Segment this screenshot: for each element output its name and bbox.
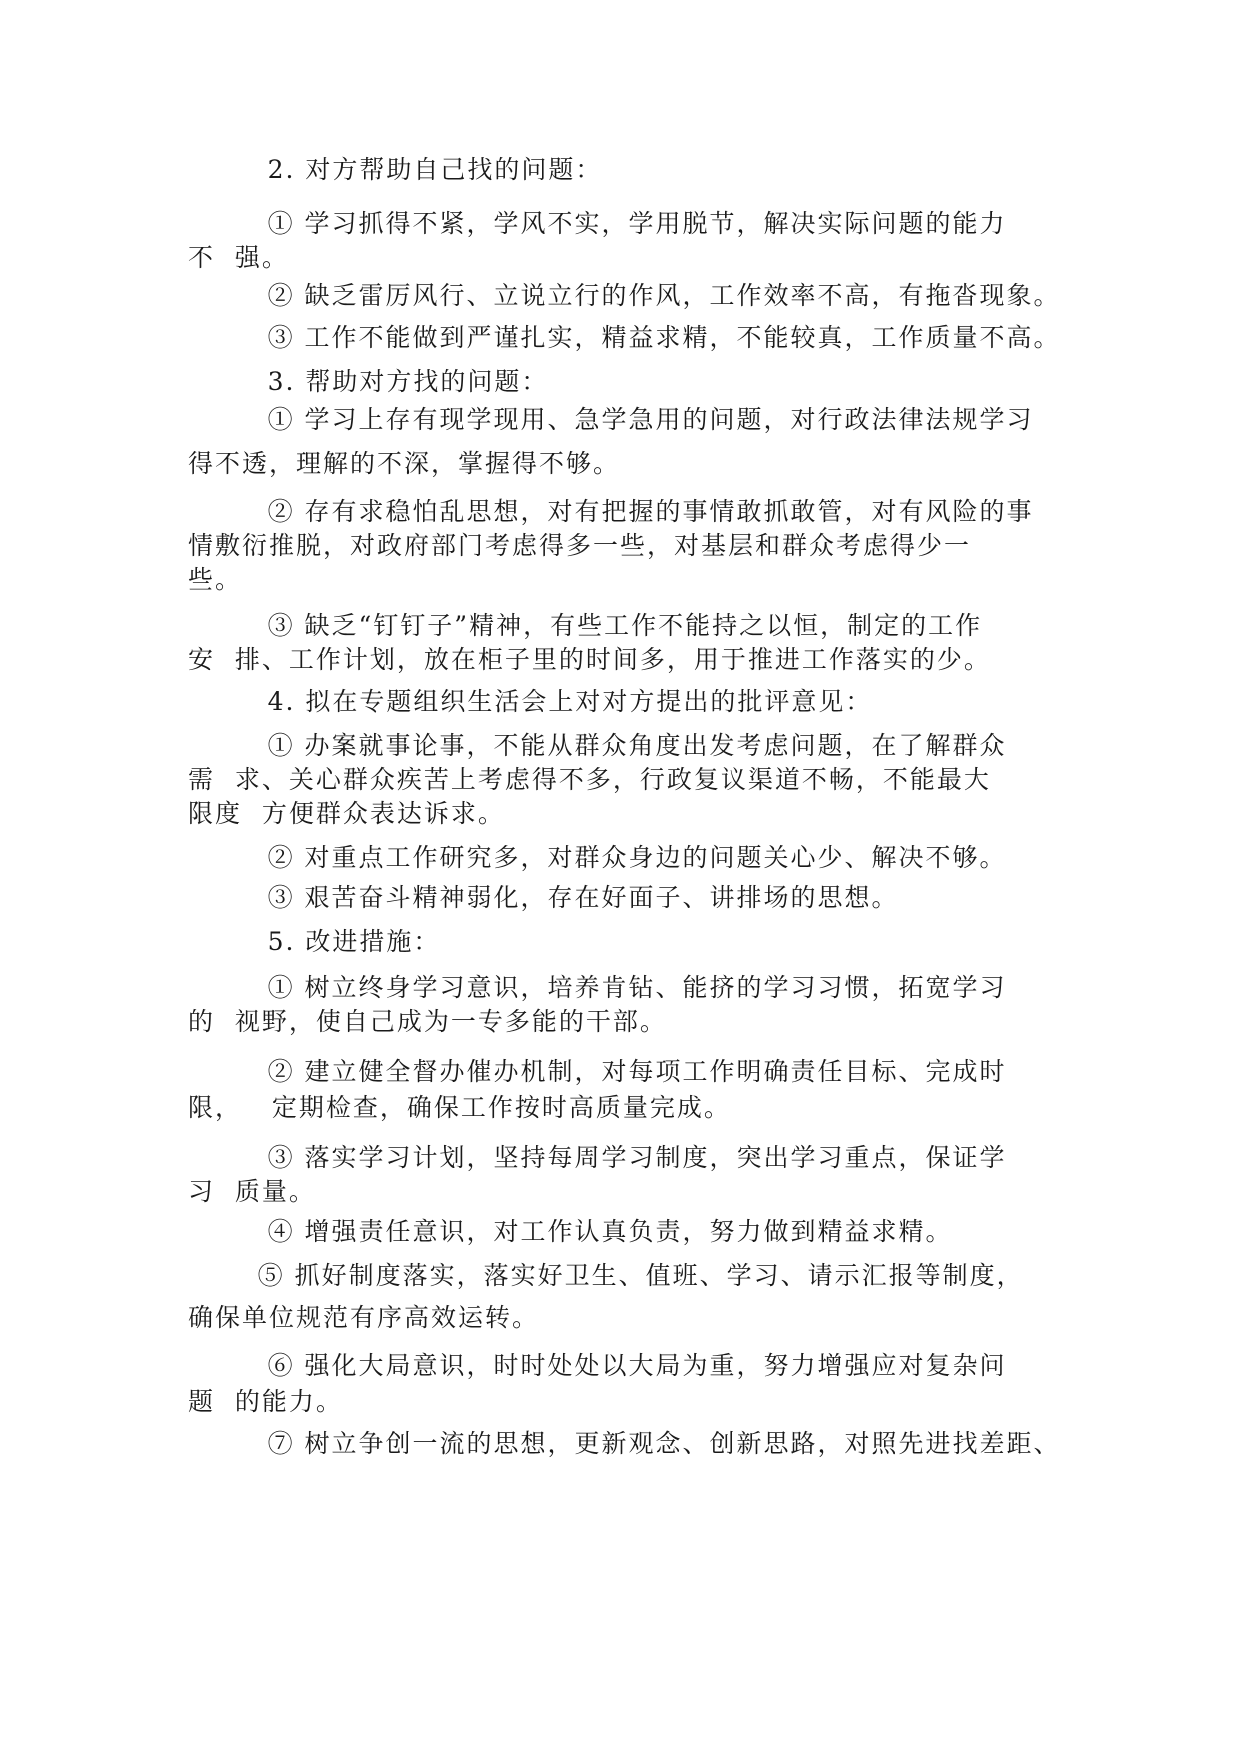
- text-line: ② 缺乏雷厉风行、立说立行的作风，工作效率不高，有拖沓现象。: [188, 281, 1061, 310]
- text-line: 3. 帮助对方找的问题：: [188, 367, 549, 396]
- text-line: ① 树立终身学习意识，培养肯钻、能挤的学习习惯，拓宽学习: [188, 973, 1007, 1002]
- text-line: ③ 缺乏“钉钉子”精神，有些工作不能持之以恒，制定的工作: [188, 611, 983, 640]
- text-line: 些。: [188, 565, 243, 594]
- text-line: 限度 方便群众表达诉求。: [188, 799, 505, 828]
- text-line: 习 质量。: [188, 1177, 316, 1206]
- text-line: ② 存有求稳怕乱思想，对有把握的事情敢抓敢管，对有风险的事: [188, 497, 1034, 526]
- text-line: 不 强。: [188, 243, 289, 272]
- text-line: 确保单位规范有序高效运转。: [188, 1303, 540, 1332]
- text-line: 2. 对方帮助自己找的问题：: [188, 155, 603, 184]
- text-line: 的 视野，使自己成为一专多能的干部。: [188, 1007, 667, 1036]
- text-line: 4. 拟在专题组织生活会上对对方提出的批评意见：: [188, 687, 873, 716]
- text-line: ② 建立健全督办催办机制，对每项工作明确责任目标、完成时: [188, 1057, 1007, 1086]
- text-line: 限， 定期检查，确保工作按时高质量完成。: [188, 1093, 731, 1122]
- text-line: ① 学习上存有现学现用、急学急用的问题，对行政法律法规学习: [188, 405, 1034, 434]
- text-line: ⑤ 抓好制度落实，落实好卫生、值班、学习、请示汇报等制度，: [188, 1261, 1024, 1290]
- text-line: ③ 落实学习计划，坚持每周学习制度，突出学习重点，保证学: [188, 1143, 1007, 1172]
- text-line: ② 对重点工作研究多，对群众身边的问题关心少、解决不够。: [188, 843, 1007, 872]
- text-line: ③ 工作不能做到严谨扎实，精益求精，不能较真，工作质量不高。: [188, 323, 1061, 352]
- text-line: 情敷衍推脱，对政府部门考虑得多一些，对基层和群众考虑得少一: [188, 531, 972, 560]
- text-line: 安 排、工作计划，放在柜子里的时间多，用于推进工作落实的少。: [188, 645, 991, 674]
- text-line: ⑥ 强化大局意识，时时处处以大局为重，努力增强应对复杂问: [188, 1351, 1007, 1380]
- text-line: 5. 改进措施：: [188, 927, 441, 956]
- text-line: 需 求、关心群众疾苦上考虑得不多，行政复议渠道不畅，不能最大: [188, 765, 991, 794]
- text-line: ⑦ 树立争创一流的思想，更新观念、创新思路，对照先进找差距、: [188, 1429, 1061, 1458]
- text-line: ① 学习抓得不紧，学风不实，学用脱节，解决实际问题的能力: [188, 209, 1007, 238]
- text-line: 得不透，理解的不深，掌握得不够。: [188, 449, 621, 478]
- text-line: ① 办案就事论事，不能从群众角度出发考虑问题，在了解群众: [188, 731, 1007, 760]
- text-line: 题 的能力。: [188, 1387, 343, 1416]
- text-line: ④ 增强责任意识，对工作认真负责，努力做到精益求精。: [188, 1217, 953, 1246]
- text-line: ③ 艰苦奋斗精神弱化，存在好面子、讲排场的思想。: [188, 883, 899, 912]
